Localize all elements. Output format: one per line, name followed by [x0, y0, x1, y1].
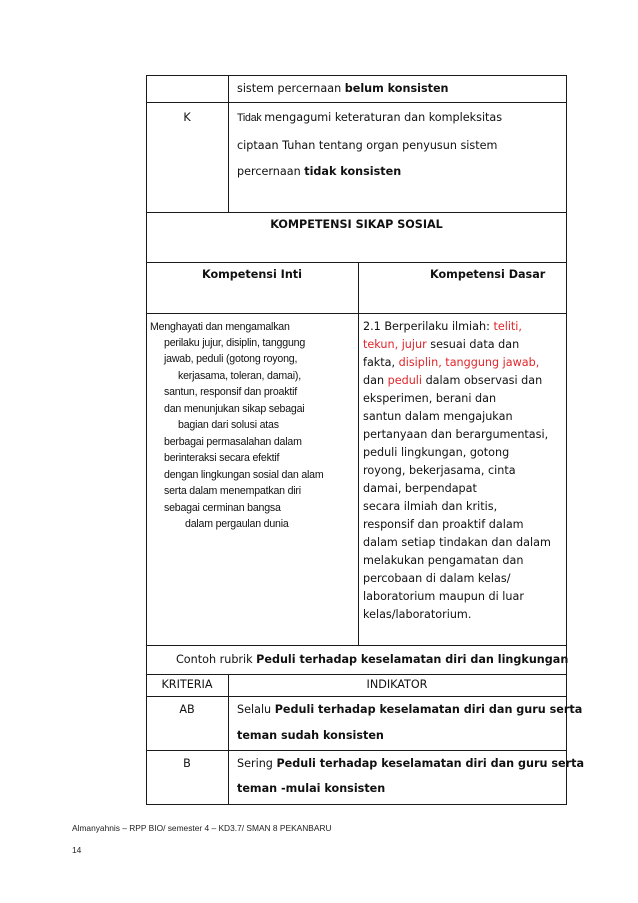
- rule: [146, 696, 567, 697]
- column-header-kd: Kompetensi Dasar: [430, 268, 546, 281]
- kd-line: santun dalam mengajukan: [363, 410, 513, 423]
- section-heading: KOMPETENSI SIKAP SOSIAL: [270, 218, 443, 231]
- text-red: tekun, jujur: [363, 338, 427, 351]
- criteria-text: [237, 82, 449, 96]
- ki-line: sebagai cerminan bangsa: [164, 502, 281, 514]
- text-normal: Contoh rubrik: [176, 653, 257, 666]
- ki-line: perilaku jujur, disiplin, tanggung: [164, 337, 306, 349]
- kd-line: royong, bekerjasama, cinta: [363, 464, 516, 477]
- rule: [146, 102, 567, 103]
- kd-line: laboratorium maupun di luar: [363, 590, 524, 603]
- text-normal: mengagumi keteraturan dan kompleksitas: [264, 111, 503, 124]
- rule: [146, 804, 567, 805]
- criteria-text: [237, 111, 502, 125]
- kd-line: secara ilmiah dan kritis,: [363, 500, 498, 513]
- score-label: AB: [179, 703, 195, 716]
- text-normal: dan: [363, 374, 388, 387]
- ki-line: santun, responsif dan proaktif: [164, 386, 297, 398]
- kd-line: damai, berpendapat: [363, 482, 477, 495]
- column-header-indikator: INDIKATOR: [366, 678, 428, 691]
- text-bold: Peduli terhadap keselamatan diri dan lingkungan: [256, 653, 569, 666]
- text-normal: dalam observasi dan: [422, 374, 543, 387]
- ki-line: dalam pergaulan dunia: [185, 518, 289, 530]
- kd-line: [363, 356, 539, 370]
- kd-line: [363, 320, 522, 334]
- ki-line: jawab, peduli (gotong royong,: [164, 353, 298, 365]
- text-bold: belum konsisten: [344, 82, 449, 95]
- kd-line: melakukan pengamatan dan: [363, 554, 524, 567]
- text-normal: sesuai data dan: [426, 338, 520, 351]
- column-header-kriteria: KRITERIA: [161, 678, 213, 691]
- score-label: B: [183, 757, 191, 770]
- rule: [146, 75, 147, 805]
- kd-line: peduli lingkungan, gotong: [363, 446, 510, 459]
- indicator-text: teman sudah konsisten: [237, 729, 384, 742]
- text-normal: sistem percernaan: [237, 82, 345, 95]
- text-bold: tidak konsisten: [304, 165, 402, 178]
- text-normal: Tidak: [237, 112, 265, 124]
- text-red: teliti,: [493, 320, 522, 333]
- ki-line: bagian dari solusi atas: [178, 419, 279, 431]
- rule: [146, 674, 567, 675]
- text-normal: Selalu: [237, 703, 275, 716]
- rule: [146, 212, 567, 213]
- kd-line: pertanyaan dan berargumentasi,: [363, 428, 549, 441]
- kd-line: percobaan di dalam kelas/: [363, 572, 511, 585]
- rule: [228, 674, 229, 805]
- rule: [566, 75, 567, 805]
- kd-line: eksperimen, berani dan: [363, 392, 497, 405]
- ki-line: dengan lingkungan sosial dan alam: [164, 469, 324, 481]
- ki-line: berbagai permasalahan dalam: [164, 436, 302, 448]
- rule: [146, 75, 567, 76]
- ki-line: berinteraksi secara efektif: [164, 452, 280, 464]
- indicator-text: teman -mulai konsisten: [237, 782, 386, 795]
- score-label: K: [183, 111, 191, 124]
- rule: [146, 262, 567, 263]
- text-normal: Sering: [237, 757, 277, 770]
- rule: [146, 313, 567, 314]
- text-bold: Peduli terhadap keselamatan diri dan guru serta: [276, 757, 585, 770]
- text-normal: 2.1 Berperilaku ilmiah:: [363, 320, 494, 333]
- running-footer: Almanyahnis – RPP BIO/ semester 4 – KD3.7/ SMAN 8 PEKANBARU: [72, 823, 332, 833]
- indicator-text: [237, 703, 582, 717]
- rule: [146, 645, 567, 646]
- rule: [146, 750, 567, 751]
- kd-line: responsif dan proaktif dalam: [363, 518, 524, 531]
- column-header-ki: Kompetensi Inti: [201, 268, 302, 281]
- kd-line: dalam setiap tindakan dan dalam: [363, 536, 551, 549]
- text-red: peduli: [387, 374, 423, 387]
- ki-line: Menghayati dan mengamalkan: [150, 321, 290, 333]
- text-normal: fakta,: [363, 356, 399, 369]
- criteria-text: [237, 165, 401, 179]
- kd-line: kelas/laboratorium.: [363, 608, 472, 621]
- page-number: 14: [72, 845, 82, 855]
- text-normal: percernaan: [237, 165, 305, 178]
- criteria-text: ciptaan Tuhan tentang organ penyusun sistem: [237, 139, 498, 152]
- text-red: disiplin, tanggung jawab,: [398, 356, 540, 369]
- rule: [358, 262, 359, 646]
- ki-line: dan menunjukan sikap sebagai: [164, 403, 305, 415]
- ki-line: kerjasama, toleran, damai),: [178, 370, 301, 382]
- rule: [228, 75, 229, 213]
- kd-line: [363, 374, 542, 388]
- indicator-text: [237, 757, 584, 771]
- text-bold: Peduli terhadap keselamatan diri dan guru serta: [274, 703, 583, 716]
- kd-line: [363, 338, 519, 352]
- rubric-caption: [176, 653, 568, 667]
- ki-line: serta dalam menempatkan diri: [164, 485, 301, 497]
